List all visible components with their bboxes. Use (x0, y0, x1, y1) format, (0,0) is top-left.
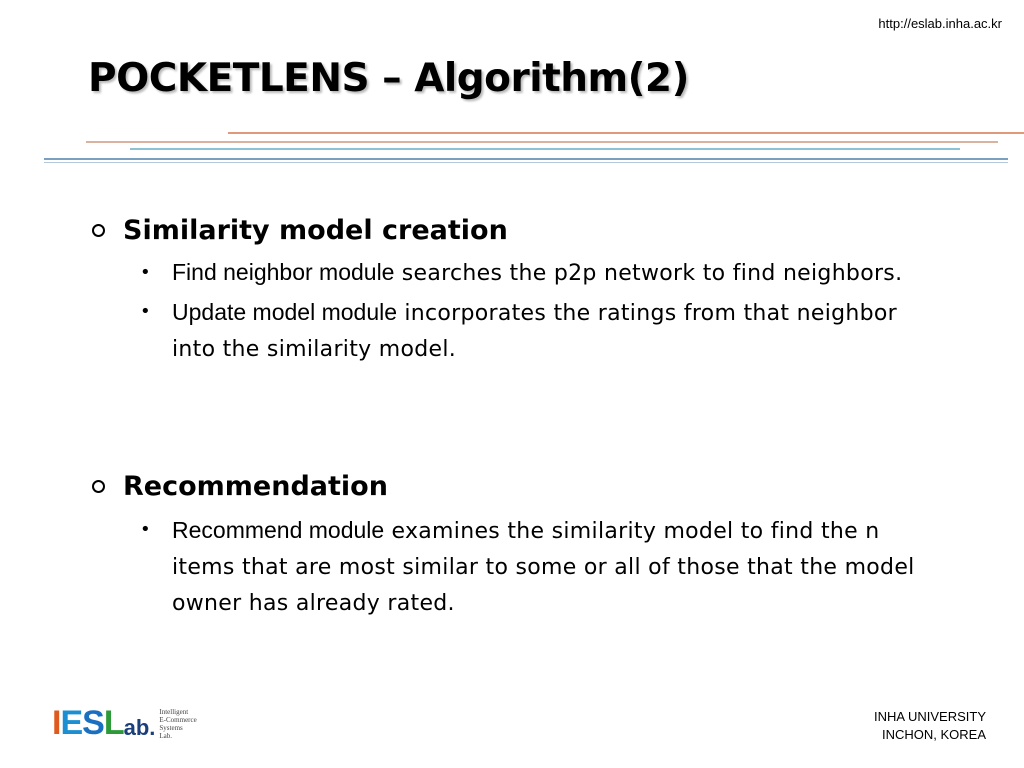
list-item (86, 294, 966, 368)
circle-bullet-icon (92, 480, 105, 493)
logo-wordmark: IESL (52, 704, 124, 742)
bullet-dot-icon: • (140, 519, 151, 540)
site-url: http://eslab.inha.ac.kr (878, 16, 1002, 31)
section-similarity-model (86, 210, 966, 368)
decorative-rule (44, 162, 1008, 163)
list-item (86, 512, 966, 622)
decorative-rule (130, 148, 960, 150)
section-title: Recommendation (123, 470, 388, 502)
module-name: Update model module (172, 299, 398, 325)
logo-suffix: ab. (123, 715, 156, 740)
list-item (86, 256, 966, 290)
item-text: examines the similarity model to find the n items that are most similar to some or all of those that the model owner has already rated. (172, 519, 915, 616)
slide-title: POCKETLENS – Algorithm(2) (88, 56, 689, 101)
ieslab-logo (52, 706, 197, 740)
circle-bullet-icon (92, 224, 105, 237)
section-heading (86, 210, 966, 250)
section-recommendation (86, 466, 966, 622)
bullet-dot-icon: • (140, 301, 151, 322)
bullet-dot-icon: • (140, 262, 151, 283)
footer-university: INHA UNIVERSITY (874, 709, 986, 724)
module-name: Recommend module (172, 517, 385, 543)
footer-affiliation (874, 708, 986, 744)
footer-location: INCHON, KOREA (881, 727, 986, 742)
section-title: Similarity model creation (123, 214, 508, 246)
section-heading (86, 466, 966, 506)
bullet-list (86, 256, 966, 368)
module-name: Find neighbor module (172, 259, 395, 285)
decorative-rule (228, 132, 1024, 134)
item-text: searches the p2p network to find neighbors. (394, 261, 903, 286)
decorative-rule (44, 158, 1008, 160)
bullet-list (86, 512, 966, 622)
decorative-rule (86, 141, 998, 143)
logo-subtext: Intelligent E-Commerce Systems Lab. (159, 708, 197, 740)
item-text: incorporates the ratings from that neighbor into the similarity model. (172, 301, 898, 362)
